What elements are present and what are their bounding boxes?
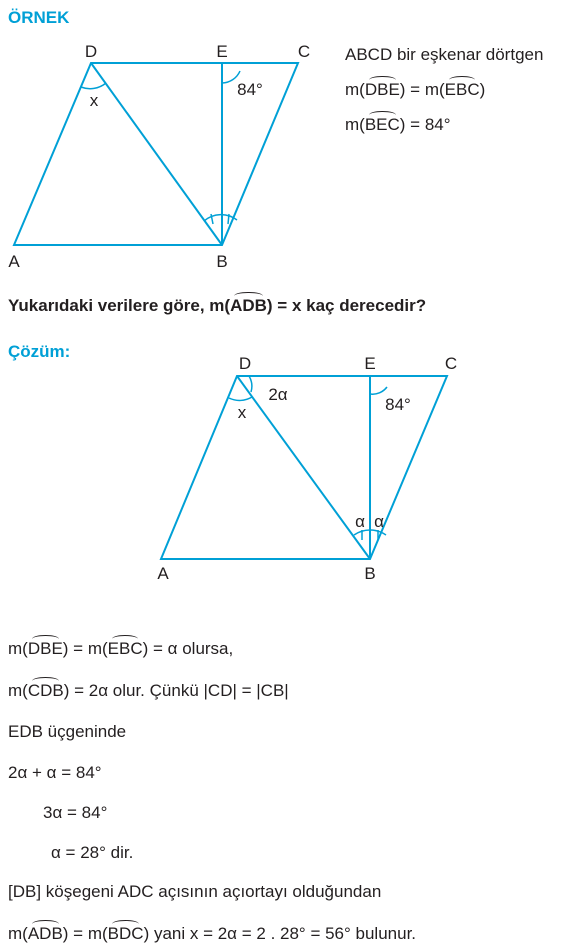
vertex-label-b: B bbox=[216, 252, 228, 271]
angle-label-84: 84° bbox=[237, 80, 263, 99]
vertex-label-d: D bbox=[84, 42, 98, 61]
solution-line-2: m(CDB) = 2α olur. Çünkü |CD| = |CB| bbox=[8, 681, 289, 700]
angle-arc-dbe-solution: DBE bbox=[27, 639, 63, 658]
angle-arc-dbe: DBE bbox=[364, 80, 400, 99]
figure-1-rhombus bbox=[0, 35, 330, 310]
solution-line-8: m(ADB) = m(BDC) yani x = 2α = 2 . 28° = 56° bulunur. bbox=[8, 924, 417, 943]
figure-2-rhombus bbox=[140, 348, 470, 588]
tick-mark-2 bbox=[228, 214, 229, 224]
vertex-label-a-solution: A bbox=[157, 564, 169, 583]
angle-arc-bdc: BDC bbox=[107, 924, 144, 943]
angle-arc-ebc-solution: EBC bbox=[107, 639, 143, 658]
given-line-2: m(DBE) = m(EBC) bbox=[345, 80, 486, 99]
angle-label-x-solution: x bbox=[237, 403, 247, 422]
solution-line-4: 2α + α = 84° bbox=[8, 763, 102, 782]
given-line-1: ABCD bir eşkenar dörtgen bbox=[345, 45, 544, 64]
angle-label-alpha-right: α bbox=[374, 512, 384, 531]
angle-arc-x-solution bbox=[229, 397, 252, 400]
diagonal-db bbox=[91, 63, 222, 245]
vertex-label-e: E bbox=[216, 42, 228, 61]
example-title: ÖRNEK bbox=[8, 8, 70, 27]
solution-line-6: α = 28° dir. bbox=[51, 843, 134, 862]
angle-arc-adb: ADB bbox=[230, 296, 267, 315]
vertex-label-a: A bbox=[8, 252, 20, 271]
angle-label-alpha-left: α bbox=[355, 512, 365, 531]
vertex-label-b-solution: B bbox=[364, 564, 376, 583]
vertex-label-c: C bbox=[297, 42, 311, 61]
question-text: Yukarıdaki verilere göre, m(ADB) = x kaç derecedir? bbox=[8, 296, 427, 315]
solution-line-1: m(DBE) = m(EBC) = α olursa, bbox=[8, 639, 234, 658]
given-line-3: m(BEC) = 84° bbox=[345, 115, 451, 134]
angle-label-x: x bbox=[89, 91, 99, 110]
angle-label-84-solution: 84° bbox=[385, 395, 411, 414]
vertex-label-e-solution: E bbox=[364, 354, 376, 373]
angle-arc-bec: BEC bbox=[364, 115, 400, 134]
angle-arc-84-solution bbox=[370, 387, 387, 394]
solution-line-5: 3α = 84° bbox=[43, 803, 108, 822]
solution-line-3: EDB üçgeninde bbox=[8, 722, 127, 741]
angle-label-2a: 2α bbox=[268, 385, 288, 404]
angle-arc-cdb: CDB bbox=[27, 681, 64, 700]
angle-arc-ebc: EBC bbox=[444, 80, 480, 99]
diagonal-db-solution bbox=[237, 376, 370, 559]
vertex-label-c-solution: C bbox=[444, 354, 458, 373]
angle-arc-adb-solution: ADB bbox=[27, 924, 63, 943]
solution-title: Çözüm: bbox=[8, 342, 71, 361]
solution-line-7: [DB] köşegeni ADC açısının açıortayı olduğundan bbox=[8, 882, 382, 901]
vertex-label-d-solution: D bbox=[238, 354, 252, 373]
angle-arc-x bbox=[81, 83, 106, 89]
angle-arc-2a bbox=[249, 376, 252, 392]
